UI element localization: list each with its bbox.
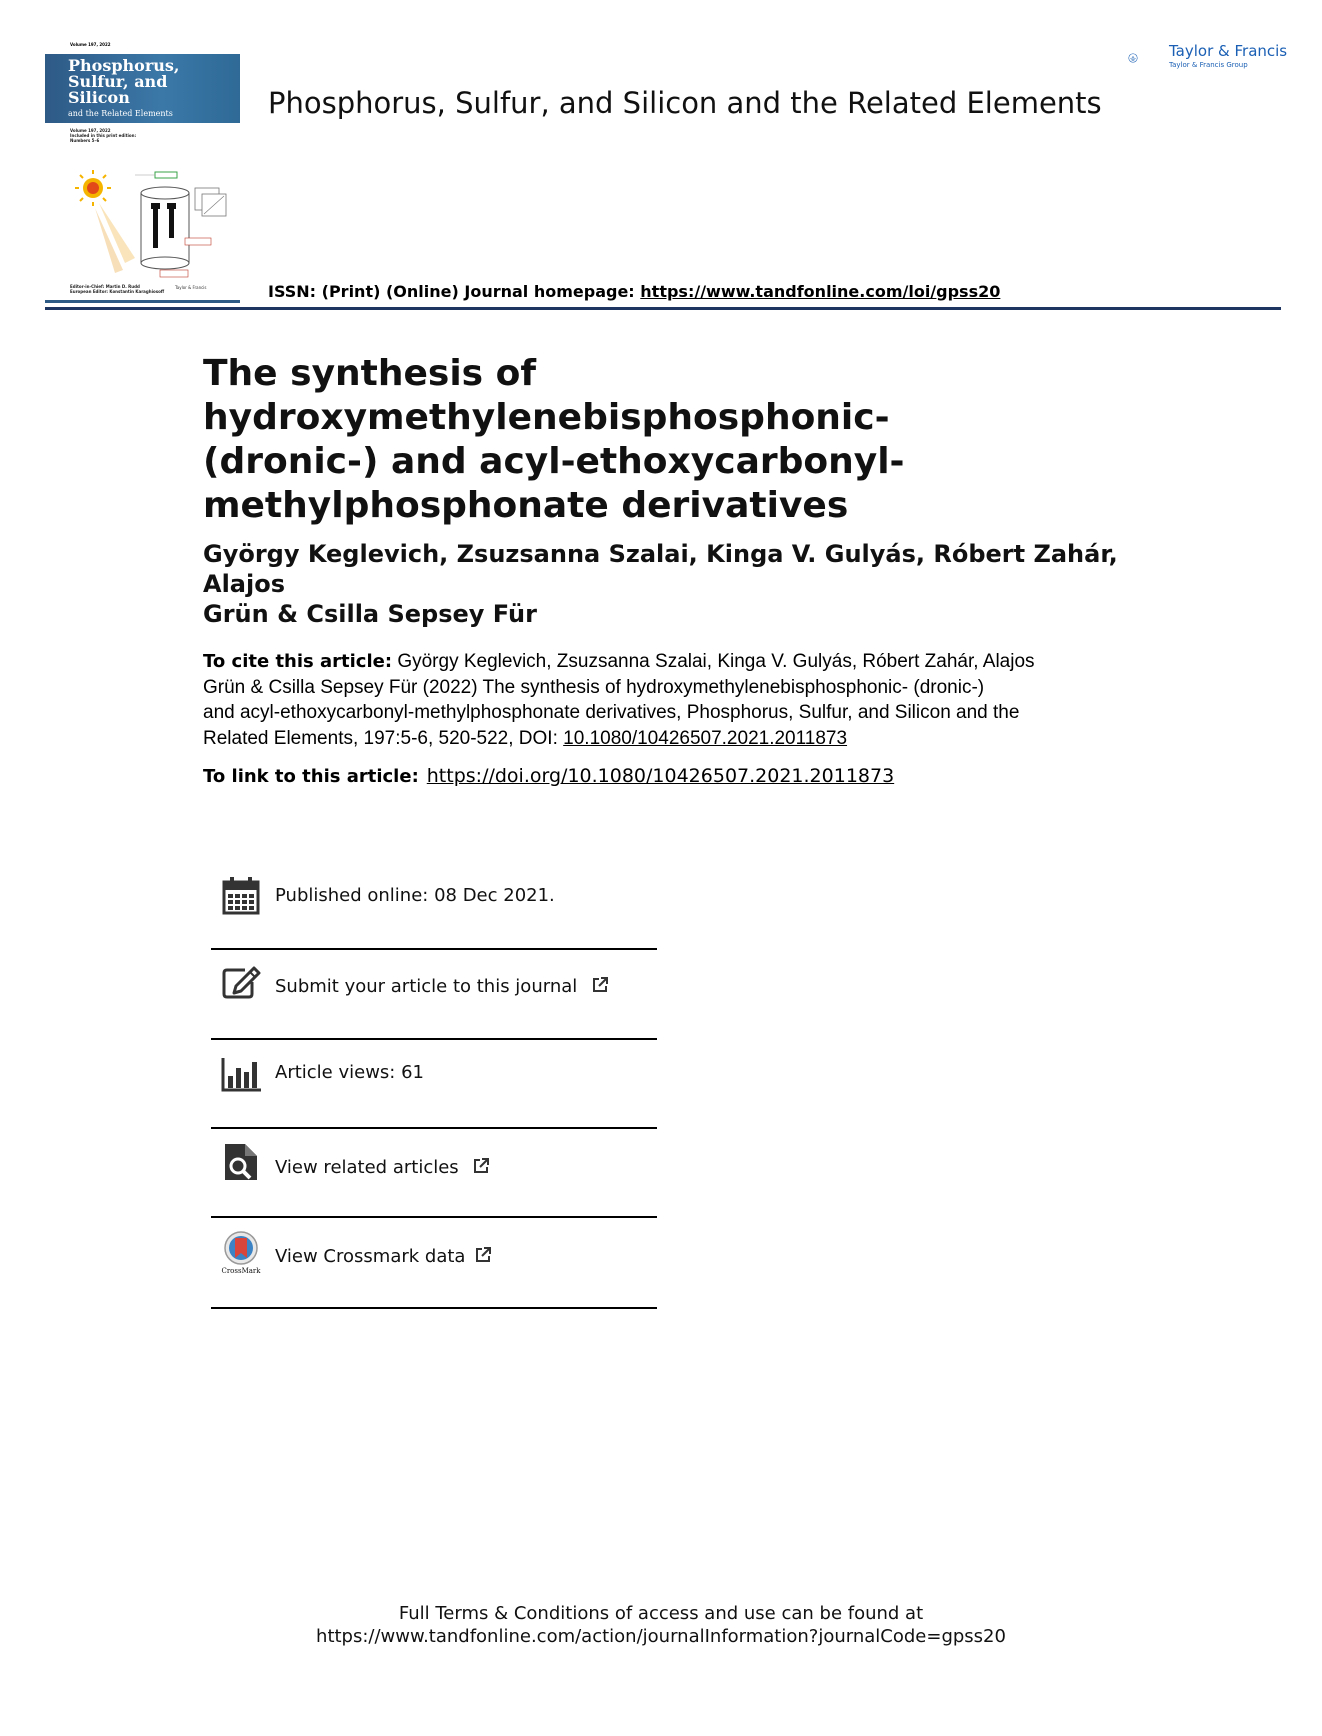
title-line-2: (dronic-) and acyl-ethoxycarbonyl- (203, 441, 905, 482)
journal-name: Phosphorus, Sulfur, and Silicon and the Related Elements (268, 86, 1102, 120)
graph-icon (195, 188, 226, 216)
article-title (203, 352, 1143, 528)
doi-link[interactable]: 10.1080/10426507.2021.2011873 (563, 727, 848, 749)
external-link-icon (591, 976, 609, 994)
sun-icon (75, 170, 111, 206)
document-search-icon (221, 1142, 261, 1182)
journal-homepage-link[interactable]: https://www.tandfonline.com/loi/gpss20 (640, 282, 1001, 301)
article-authors: György Keglevich, Zsuzsanna Szalai, Kinga V. Gulyás, Róbert Zahár, Alajos Grün & Csilla Sepsey Für (203, 540, 1118, 628)
related-articles-item[interactable] (211, 1138, 657, 1226)
calendar-icon (221, 876, 261, 916)
svg-text:CrossMark: CrossMark (221, 1267, 261, 1275)
divider (211, 1038, 657, 1040)
cover-publisher-logo: Taylor & Francis (175, 285, 207, 290)
doi-url-link[interactable]: https://doi.org/10.1080/10426507.2021.2011873 (426, 765, 895, 787)
article-views: Article views: 61 (275, 1062, 424, 1083)
submit-article-item[interactable] (211, 958, 657, 1046)
article-link (203, 765, 894, 787)
divider (211, 1127, 657, 1129)
crossmark-link[interactable]: View Crossmark data (275, 1246, 466, 1267)
crossmark-item[interactable] (211, 1228, 657, 1316)
external-link-icon (474, 1246, 492, 1264)
article-views-item (211, 1046, 657, 1134)
terms-footer (0, 1602, 1322, 1648)
cover-bottom-bar (45, 300, 240, 303)
journal-cover (45, 40, 240, 304)
external-link-icon (472, 1157, 490, 1175)
footer-line-1: Full Terms & Conditions of access and use can be found at (398, 1603, 924, 1624)
cover-meta: Volume 197, 2022 Included in this print edition: Numbers 5–6 (70, 128, 137, 143)
publisher-group: Taylor & Francis Group (1169, 61, 1248, 69)
issn-text: ISSN: (Print) (Online) Journal homepage: (268, 282, 641, 301)
footer-terms-link[interactable]: https://www.tandfonline.com/action/journalInformation?journalCode=gpss20 (316, 1626, 1006, 1647)
related-articles-link[interactable]: View related articles (275, 1157, 459, 1178)
divider (211, 1307, 657, 1309)
link-label: To link to this article: (203, 766, 419, 787)
publisher-name: Taylor & Francis (1169, 42, 1288, 60)
edit-icon (221, 962, 261, 1002)
citation: To cite this article: György Keglevich, Zsuzsanna Szalai, Kinga V. Gulyás, Róbert Zahár, Alajos Grün & Csilla Sepsey Für (2022) The synthesis of hydroxymethylenebisphosphonic- (dronic-) and acyl-ethoxycarbonyl-methylphosphonate derivatives, Phosphorus, Sulfur, and Silicon and the Related Elements, 197:5-6, 520-522, DOI: 10.1080/10426507.2021.2011873 (203, 651, 1035, 749)
crossmark-icon (221, 1230, 261, 1276)
title-line-3: methylphosphonate derivatives (203, 485, 849, 526)
cover-title: Phosphorus, Sulfur, and Silicon (68, 56, 180, 107)
taylor-francis-logo-icon[interactable] (1128, 38, 1168, 78)
title-line-1: The synthesis of hydroxymethylenebisphosphonic- (203, 353, 890, 438)
published-date: Published online: 08 Dec 2021. (275, 885, 555, 906)
header-divider (45, 307, 1281, 310)
submit-article-link[interactable]: Submit your article to this journal (275, 976, 578, 997)
divider (211, 1216, 657, 1218)
cover-editors: Editor-in-Chief: Martin D. Rudd European Editor: Konstantin Karaghiosoff (70, 284, 165, 294)
cite-label: To cite this article: (203, 651, 393, 672)
divider (211, 948, 657, 950)
cover-illustration (65, 158, 240, 298)
cover-subtitle: and the Related Elements (68, 109, 173, 118)
issn-line (268, 282, 1000, 301)
published-online-item (211, 866, 657, 954)
bar-chart-icon (221, 1054, 261, 1094)
cover-volume: Volume 197, 2022 (70, 42, 111, 47)
